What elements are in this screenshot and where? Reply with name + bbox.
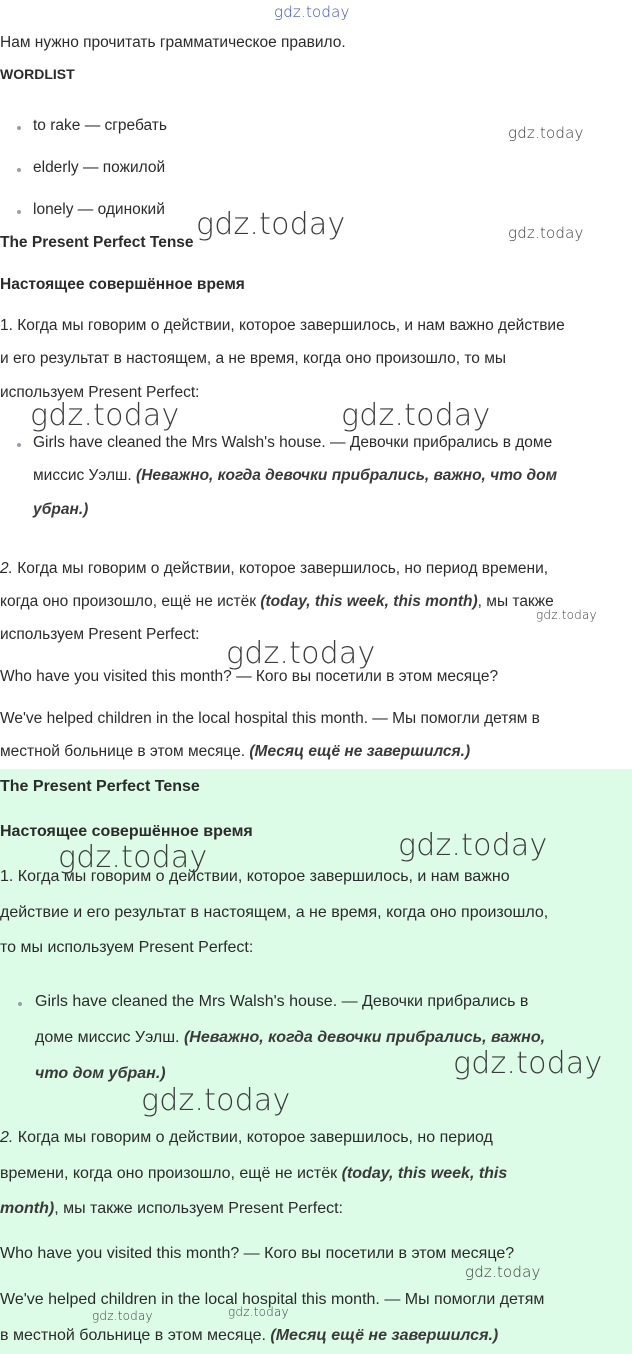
watermark: gdz.today [465,1263,541,1281]
example-line: Girls have cleaned the Mrs Walsh's house. — Девочки прибрались в доме [33,434,553,451]
section-subtitle: Настоящее совершённое время [0,823,253,840]
watermark: gdz.today [226,636,376,671]
paragraph-line: 1. Когда мы говорим о действии, которое завершилось, и нам важно действие [0,317,565,334]
bullet-icon [17,210,21,214]
watermark: gdz.today [30,398,180,433]
paragraph-line: когда оно произошло, ещё не истёк (today, this week, this month), мы также [0,593,554,610]
watermark: gdz.today [196,207,346,242]
example-sentence: местной больнице в этом месяце. (Месяц ещё не завершился.) [0,743,471,760]
example-line: доме миссис Уэлш. (Неважно, когда девочки прибрались, важно, [35,1029,546,1046]
section-title: The Present Perfect Tense [0,234,194,251]
example-line: миссис Уэлш. (Неважно, когда девочки прибрались, важно, что дом [33,467,558,484]
watermark: gdz.today [58,840,208,875]
paragraph-line: 2. Когда мы говорим о действии, которое завершилось, но период [0,1129,493,1146]
section-title: The Present Perfect Tense [0,778,200,795]
watermark: gdz.today [228,1305,289,1319]
paragraph-line: month), мы также используем Present Perfect: [0,1200,343,1217]
watermark: gdz.today [508,124,584,142]
example-sentence: в местной больнице в этом месяце. (Месяц ещё не завершился.) [0,1327,499,1344]
paragraph-line: действие и его результат в настоящем, а не время, когда оно произошло, [0,904,549,921]
example-line: что дом убран.) [35,1065,166,1082]
watermark: gdz.today [453,1046,603,1081]
watermark: gdz.today [508,224,584,242]
watermark: gdz.today [141,1083,291,1118]
bullet-icon [17,168,21,172]
paragraph-line: и его результат в настоящем, а не время, когда оно произошло, то мы [0,350,507,367]
watermark: gdz.today [274,3,350,21]
watermark: gdz.today [92,1309,153,1323]
paragraph-line: 1. Когда мы говорим о действии, которое завершилось, и нам важно [0,868,510,885]
watermark: gdz.today [398,828,548,863]
paragraph-line: 2. Когда мы говорим о действии, которое завершилось, но период времени, [0,560,549,577]
bullet-icon [17,126,21,130]
section-subtitle: Настоящее совершённое время [0,276,245,293]
wordlist-item: to rake — сгребать [33,117,167,134]
paragraph-line: используем Present Perfect: [0,626,200,643]
example-sentence: We've helped children in the local hospital this month. — Мы помогли детям в [0,710,540,727]
paragraph-line: используем Present Perfect: [0,384,200,401]
bullet-icon [17,443,21,447]
example-line: Girls have cleaned the Mrs Walsh's house. — Девочки прибрались в [35,993,529,1010]
paragraph-line: времени, когда оно произошло, ещё не истёк (today, this week, this [0,1165,508,1182]
example-sentence: Who have you visited this month? — Кого вы посетили в этом месяце? [0,668,499,685]
example-sentence: We've helped children in the local hospital this month. — Мы помогли детям [0,1291,545,1308]
example-line: убран.) [33,501,89,518]
bullet-icon [18,1002,22,1006]
wordlist-item: lonely — одинокий [33,201,165,218]
intro-text: Нам нужно прочитать грамматическое правило. [0,34,346,51]
watermark: gdz.today [536,608,597,622]
wordlist-item: elderly — пожилой [33,159,166,176]
wordlist-heading: WORDLIST [0,66,75,82]
example-sentence: Who have you visited this month? — Кого вы посетили в этом месяце? [0,1245,515,1262]
watermark: gdz.today [341,398,491,433]
paragraph-line: то мы используем Present Perfect: [0,939,254,956]
